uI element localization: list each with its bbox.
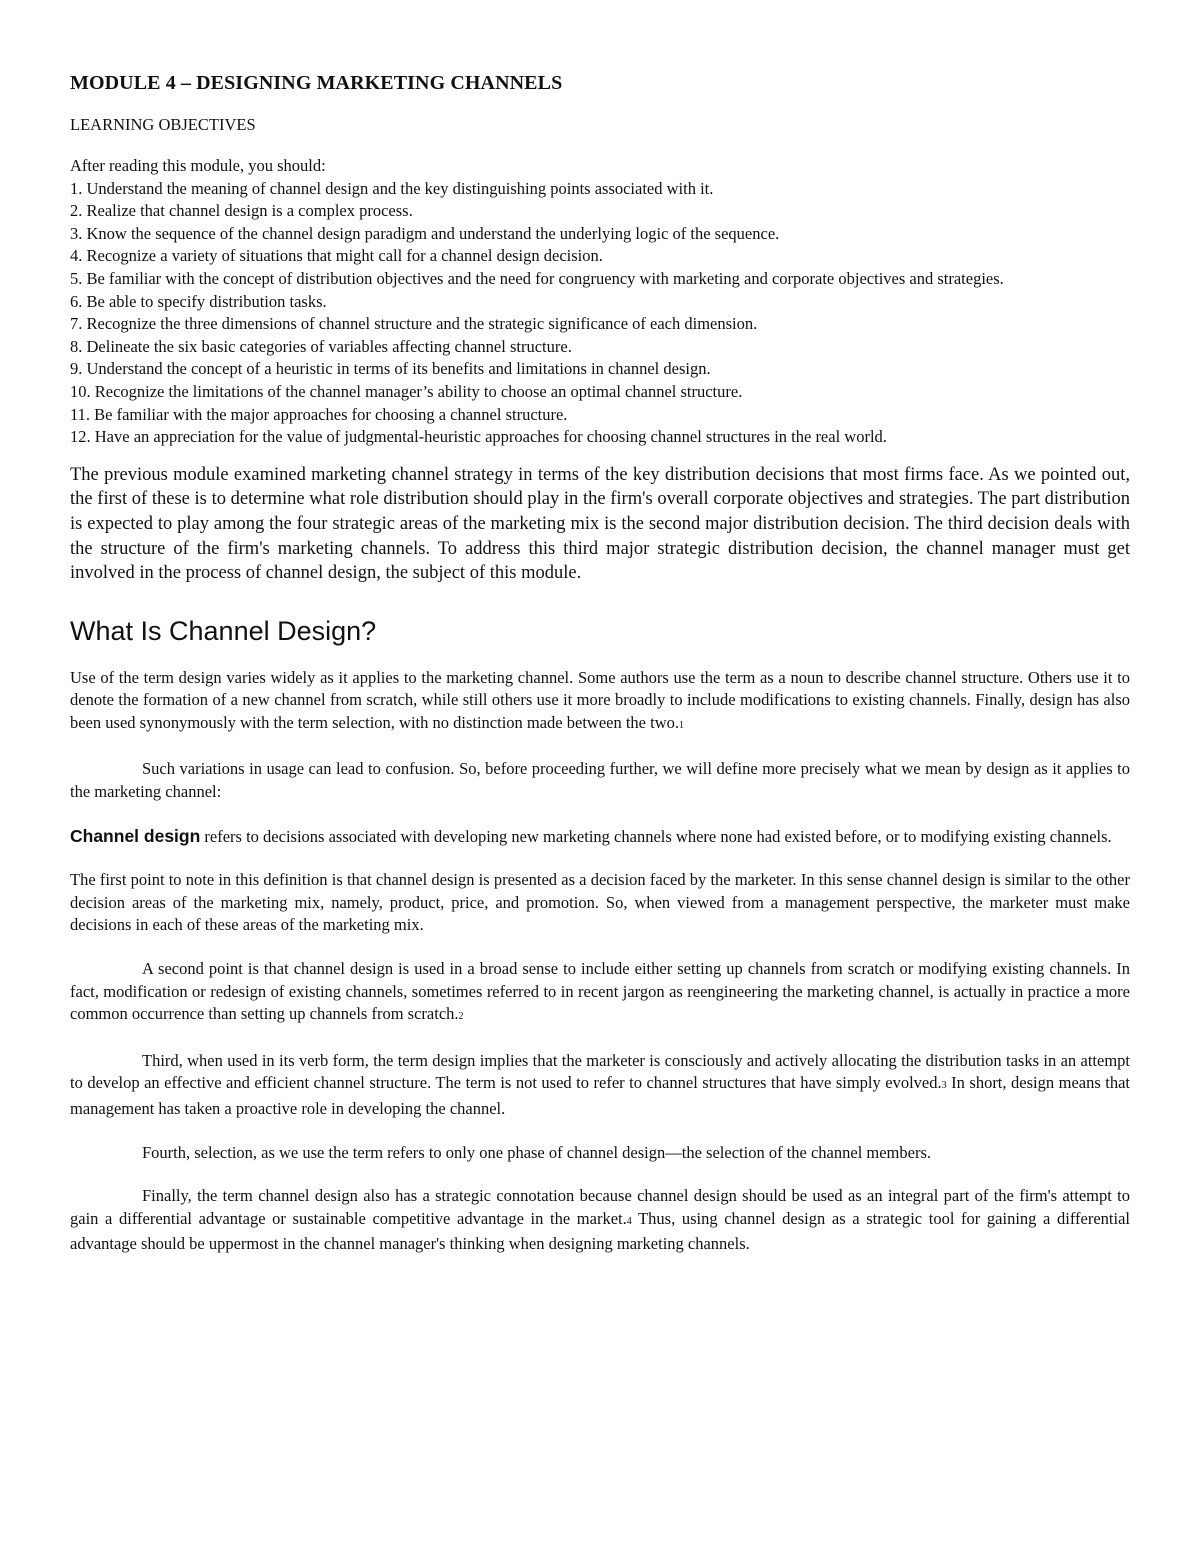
objective-item: 7. Recognize the three dimensions of channel structure and the strategic significance of each dimension.	[70, 314, 758, 334]
objective-item: 1. Understand the meaning of channel design and the key distinguishing points associated with it.	[70, 178, 714, 198]
body-paragraph-6: Fourth, selection, as we use the term refers to only one phase of channel design—the selection of the channel members.	[142, 1142, 932, 1162]
body-paragraph-2: Such variations in usage can lead to confusion. So, before proceeding further, we will define more precisely what we mean by design as it applies to the marketing channel:	[70, 759, 1130, 802]
body-paragraph-4	[70, 958, 1130, 1029]
body-paragraph-3: The first point to note in this definition is that channel design is presented as a decision faced by the marketer. In this sense channel design is similar to the other decision areas of the marketing mix, namely, product, price, and promotion. So, when viewed from a management perspective, the marketer must make decisions in each of these areas of the marketing mix.	[70, 870, 1130, 935]
objective-item: 12. Have an appreciation for the value of judgmental-heuristic approaches for choosing channel structures in the real world.	[70, 427, 887, 447]
intro-paragraph: The previous module examined marketing channel strategy in terms of the key distribution decisions that most firms face. As we pointed out, the first of these is to determine what role distribution should play in the firm's overall corporate objectives and strategies. The part distribution is expected to play among the four strategic areas of the marketing mix is the second major distribution decision. The third decision deals with the structure of the firm's marketing channels. To address this third major strategic distribution decision, the channel manager must get involved in the process of channel design, the subject of this module.	[70, 464, 1130, 584]
definition-term: Channel design	[70, 825, 201, 846]
definition-paragraph	[70, 825, 1130, 849]
definition-text: refers to decisions associated with developing new marketing channels where none had existed before, or to modifying existing channels.	[200, 826, 1112, 846]
objective-item: 4. Recognize a variety of situations that might call for a channel design decision.	[70, 246, 603, 266]
paragraph-text: Thus, using channel design as a strategic tool for gaining a differential advantage should be uppermost in the channel manager's thinking when designing marketing channels.	[70, 1208, 1131, 1254]
body-paragraph-1	[70, 667, 1130, 738]
body-paragraph-5	[70, 1050, 1130, 1121]
objective-item: 9. Understand the concept of a heuristic in terms of its benefits and limitations in channel design.	[70, 359, 711, 379]
footnote-marker: 1	[679, 719, 685, 731]
footnote-marker: 4	[626, 1215, 632, 1227]
objective-item: 3. Know the sequence of the channel design paradigm and understand the underlying logic of the sequence.	[70, 223, 780, 243]
objective-item: 10. Recognize the limitations of the channel manager’s ability to choose an optimal channel structure.	[70, 381, 743, 401]
footnote-marker: 3	[941, 1080, 947, 1092]
paragraph-text: Use of the term design varies widely as it applies to the marketing channel. Some authors use the term as a noun to describe channel structure. Others use it to denote the formation of a new channel from scratch, while still others use it more broadly to include modifications to existing channels. Finally, design has also been used synonymously with the term selection, with no distinction made between the two.	[70, 667, 1130, 732]
body-paragraph-7	[70, 1185, 1130, 1256]
section-heading: What Is Channel Design?	[70, 615, 377, 646]
footnote-marker: 2	[458, 1011, 464, 1023]
objective-item: 8. Delineate the six basic categories of variables affecting channel structure.	[70, 336, 572, 356]
paragraph-text: A second point is that channel design is used in a broad sense to include either setting up channels from scratch or modifying existing channels. In fact, modification or redesign of existing channels, sometimes referred to in recent jargon as reengineering the marketing channel, is actually in practice a more common occurrence than setting up channels from scratch.	[70, 959, 1130, 1024]
paragraph-text: In short, design means that management has taken a proactive role in developing the channel.	[70, 1073, 1131, 1118]
objective-item: 5. Be familiar with the concept of distribution objectives and the need for congruency with marketing and corporate objectives and strategies.	[70, 268, 1004, 288]
paragraph-text: Third, when used in its verb form, the term design implies that the marketer is consciously and actively allocating the distribution tasks in an attempt to develop an effective and efficient channel structure. The term is not used to refer to channel structures that have simply evolved.	[70, 1050, 1130, 1093]
objectives-list	[70, 178, 1130, 449]
objectives-heading: LEARNING OBJECTIVES	[70, 115, 256, 134]
paragraph-text: Finally, the term channel design also has a strategic connotation because channel design should be used as an integral part of the firm's attempt to gain a differential advantage or sustainable competitive advantage in the market.	[70, 1186, 1130, 1228]
module-title: MODULE 4 – DESIGNING MARKETING CHANNELS	[70, 72, 563, 94]
objective-item: 2. Realize that channel design is a complex process.	[70, 201, 413, 221]
objective-item: 6. Be able to specify distribution tasks.	[70, 291, 327, 311]
document-page	[70, 72, 1130, 1277]
objectives-intro: After reading this module, you should:	[70, 156, 326, 175]
objective-item: 11. Be familiar with the major approaches for choosing a channel structure.	[70, 404, 568, 424]
